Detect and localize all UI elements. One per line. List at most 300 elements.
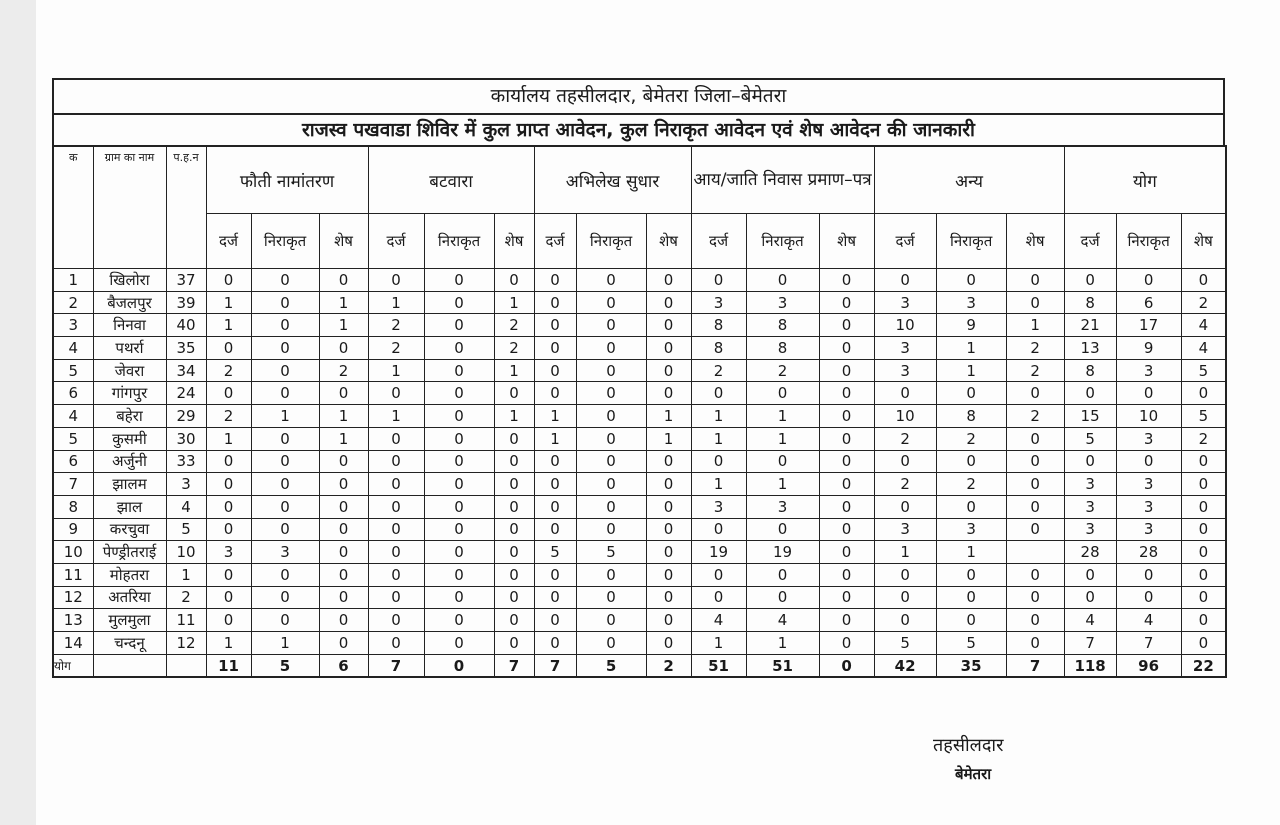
cell-serial: 1 (53, 269, 93, 292)
cell-shesh: 0 (1181, 382, 1226, 405)
cell-shesh: 1 (646, 427, 691, 450)
cell-nirakrit: 0 (576, 473, 646, 496)
cell-shesh: 1 (1006, 314, 1064, 337)
cell-shesh: 0 (319, 563, 368, 586)
table-row (53, 495, 1226, 518)
cell-nirakrit: 0 (746, 563, 819, 586)
cell-nirakrit: 3 (936, 291, 1006, 314)
cell-shesh: 0 (494, 427, 534, 450)
cell-darj: 0 (874, 495, 936, 518)
cell-darj: 0 (206, 563, 251, 586)
cell-nirakrit: 9 (936, 314, 1006, 337)
cell-darj: 1 (691, 632, 746, 655)
cell-darj: 0 (874, 586, 936, 609)
cell-serial: 12 (53, 586, 93, 609)
cell-nirakrit: 0 (251, 382, 319, 405)
cell-nirakrit: 1 (746, 632, 819, 655)
table-row (53, 563, 1226, 586)
table-row (53, 405, 1226, 428)
cell-village: पथर्रा (93, 337, 166, 360)
cell-darj: 3 (874, 337, 936, 360)
cell-darj: 3 (1064, 495, 1116, 518)
cell-shesh: 0 (494, 586, 534, 609)
cell-darj: 3 (874, 359, 936, 382)
cell-nirakrit: 0 (424, 427, 494, 450)
cell-darj: 0 (206, 518, 251, 541)
cell-nirakrit: 0 (424, 495, 494, 518)
cell-shesh: 2 (1181, 291, 1226, 314)
cell-darj: 0 (534, 314, 576, 337)
cell-nirakrit: 0 (576, 405, 646, 428)
cell-darj: 0 (874, 269, 936, 292)
cell-shesh: 0 (646, 450, 691, 473)
cell-nirakrit: 0 (424, 450, 494, 473)
cell-nirakrit: 0 (1116, 563, 1181, 586)
cell-nirakrit: 0 (576, 609, 646, 632)
cell-darj: 0 (874, 609, 936, 632)
cell-village: झाल (93, 495, 166, 518)
cell-shesh: 0 (494, 541, 534, 564)
header-darj: दर्ज (691, 214, 746, 269)
cell-shesh: 0 (819, 291, 874, 314)
cell-village: बैजलपुर (93, 291, 166, 314)
cell-nirakrit: 5 (936, 632, 1006, 655)
cell-nirakrit: 1 (251, 632, 319, 655)
cell-shesh: 5 (1181, 359, 1226, 382)
cell-darj: 0 (534, 269, 576, 292)
cell-shesh: 0 (1006, 632, 1064, 655)
cell-nirakrit: 0 (576, 632, 646, 655)
cell-shesh: 0 (494, 269, 534, 292)
cell-nirakrit: 0 (251, 473, 319, 496)
cell-nirakrit: 0 (1116, 269, 1181, 292)
cell-darj: 0 (368, 382, 424, 405)
cell-serial: 3 (53, 314, 93, 337)
cell-darj: 0 (534, 495, 576, 518)
total-cell-shesh: 6 (319, 654, 368, 677)
cell-darj: 0 (368, 586, 424, 609)
cell-shesh: 0 (319, 450, 368, 473)
cell-shesh: 0 (819, 541, 874, 564)
cell-shesh: 0 (819, 314, 874, 337)
cell-shesh: 0 (1181, 495, 1226, 518)
cell-serial: 6 (53, 450, 93, 473)
cell-nirakrit: 0 (576, 586, 646, 609)
cell-nirakrit: 0 (251, 314, 319, 337)
cell-nirakrit: 0 (251, 518, 319, 541)
cell-nirakrit: 0 (936, 609, 1006, 632)
cell-nirakrit: 0 (746, 450, 819, 473)
cell-darj: 2 (874, 473, 936, 496)
cell-nirakrit: 0 (746, 586, 819, 609)
cell-shesh: 0 (319, 495, 368, 518)
cell-nirakrit: 0 (424, 586, 494, 609)
cell-darj: 1 (534, 405, 576, 428)
cell-nirakrit: 0 (424, 473, 494, 496)
cell-darj: 0 (691, 382, 746, 405)
cell-nirakrit: 1 (746, 405, 819, 428)
header-darj: दर्ज (874, 214, 936, 269)
cell-nirakrit: 2 (746, 359, 819, 382)
cell-darj: 1 (368, 405, 424, 428)
cell-shesh: 2 (1006, 337, 1064, 360)
cell-nirakrit: 0 (936, 450, 1006, 473)
cell-ph: 33 (166, 450, 206, 473)
cell-nirakrit: 0 (746, 269, 819, 292)
table-row (53, 586, 1226, 609)
cell-shesh: 0 (319, 518, 368, 541)
cell-shesh: 0 (819, 632, 874, 655)
cell-nirakrit: 0 (424, 541, 494, 564)
cell-darj: 15 (1064, 405, 1116, 428)
cell-darj: 1 (206, 427, 251, 450)
cell-nirakrit: 0 (936, 586, 1006, 609)
cell-darj: 0 (1064, 450, 1116, 473)
cell-shesh: 1 (319, 314, 368, 337)
cell-ph: 2 (166, 586, 206, 609)
cell-shesh: 0 (819, 405, 874, 428)
cell-nirakrit: 0 (576, 450, 646, 473)
total-cell-nirakrit: 5 (576, 654, 646, 677)
cell-shesh: 1 (319, 405, 368, 428)
cell-serial: 14 (53, 632, 93, 655)
total-cell-darj: 11 (206, 654, 251, 677)
header-darj: दर्ज (1064, 214, 1116, 269)
group-header-row (53, 146, 1226, 214)
cell-shesh: 0 (819, 563, 874, 586)
cell-serial: 7 (53, 473, 93, 496)
cell-nirakrit: 8 (746, 337, 819, 360)
total-cell-nirakrit: 35 (936, 654, 1006, 677)
cell-shesh: 0 (1006, 473, 1064, 496)
cell-nirakrit: 28 (1116, 541, 1181, 564)
cell-darj: 1 (691, 473, 746, 496)
cell-nirakrit: 0 (936, 495, 1006, 518)
cell-nirakrit: 1 (746, 427, 819, 450)
table-row (53, 518, 1226, 541)
cell-serial: 2 (53, 291, 93, 314)
cell-shesh: 0 (646, 518, 691, 541)
cell-nirakrit: 0 (424, 382, 494, 405)
cell-shesh: 0 (819, 382, 874, 405)
cell-nirakrit: 0 (251, 337, 319, 360)
cell-shesh: 2 (1181, 427, 1226, 450)
cell-nirakrit: 1 (936, 337, 1006, 360)
cell-shesh: 0 (1181, 541, 1226, 564)
cell-nirakrit: 0 (576, 518, 646, 541)
cell-shesh: 0 (819, 427, 874, 450)
cell-nirakrit: 3 (746, 291, 819, 314)
cell-shesh: 0 (646, 291, 691, 314)
cell-ph: 30 (166, 427, 206, 450)
signature-designation: तहसीलदार (933, 735, 1004, 756)
cell-nirakrit: 0 (251, 427, 319, 450)
header-nirakrit: निराकृत (746, 214, 819, 269)
cell-shesh: 2 (494, 337, 534, 360)
cell-darj: 3 (1064, 518, 1116, 541)
cell-darj: 5 (534, 541, 576, 564)
cell-nirakrit: 0 (746, 518, 819, 541)
cell-nirakrit: 0 (424, 518, 494, 541)
table-row (53, 382, 1226, 405)
cell-nirakrit: 0 (576, 337, 646, 360)
cell-shesh: 0 (319, 382, 368, 405)
cell-shesh: 0 (646, 632, 691, 655)
table-row (53, 473, 1226, 496)
cell-shesh: 0 (319, 541, 368, 564)
table-row (53, 314, 1226, 337)
cell-nirakrit: 2 (936, 427, 1006, 450)
header-nirakrit: निराकृत (1116, 214, 1181, 269)
cell-shesh: 0 (319, 609, 368, 632)
total-cell-shesh: 7 (494, 654, 534, 677)
cell-darj: 0 (534, 359, 576, 382)
cell-shesh: 0 (646, 337, 691, 360)
cell-ph: 5 (166, 518, 206, 541)
cell-nirakrit: 0 (424, 609, 494, 632)
table-row (53, 427, 1226, 450)
cell-shesh: 0 (494, 382, 534, 405)
header-nirakrit: निराकृत (251, 214, 319, 269)
cell-shesh: 0 (1006, 495, 1064, 518)
cell-village: मुलमुला (93, 609, 166, 632)
header-abhilekh-sudhar: अभिलेख सुधार (534, 146, 691, 214)
cell-ph: 35 (166, 337, 206, 360)
table-body (53, 269, 1226, 678)
cell-nirakrit: 3 (251, 541, 319, 564)
cell-darj: 0 (534, 518, 576, 541)
cell-shesh: 0 (1006, 518, 1064, 541)
header-darj: दर्ज (368, 214, 424, 269)
cell-serial: 4 (53, 405, 93, 428)
cell-darj: 4 (691, 609, 746, 632)
total-cell-darj: 51 (691, 654, 746, 677)
cell-shesh: 0 (819, 495, 874, 518)
cell-shesh: 0 (1006, 609, 1064, 632)
total-cell-darj: 42 (874, 654, 936, 677)
cell-darj: 0 (874, 382, 936, 405)
report-subtitle: राजस्व पखवाडा शिविर में कुल प्राप्त आवेदन, कुल निराकृत आवेदन एवं शेष आवेदन की जानकारी (52, 113, 1225, 145)
cell-shesh: 0 (319, 473, 368, 496)
cell-ph: 40 (166, 314, 206, 337)
cell-ph: 12 (166, 632, 206, 655)
total-cell-shesh: 0 (819, 654, 874, 677)
cell-darj: 0 (368, 541, 424, 564)
cell-darj: 1 (534, 427, 576, 450)
cell-village: करचुवा (93, 518, 166, 541)
cell-serial: 8 (53, 495, 93, 518)
cell-darj: 28 (1064, 541, 1116, 564)
cell-darj: 0 (534, 632, 576, 655)
cell-nirakrit: 4 (1116, 609, 1181, 632)
cell-nirakrit: 0 (424, 337, 494, 360)
cell-nirakrit: 0 (576, 563, 646, 586)
cell-darj: 2 (691, 359, 746, 382)
cell-nirakrit: 0 (576, 495, 646, 518)
cell-darj: 2 (874, 427, 936, 450)
cell-shesh: 0 (819, 450, 874, 473)
cell-darj: 0 (691, 518, 746, 541)
cell-darj: 2 (206, 359, 251, 382)
cell-nirakrit: 0 (424, 405, 494, 428)
cell-darj: 0 (206, 473, 251, 496)
cell-nirakrit: 3 (936, 518, 1006, 541)
header-shesh: शेष (646, 214, 691, 269)
total-cell-shesh: 2 (646, 654, 691, 677)
table-row (53, 541, 1226, 564)
total-cell-nirakrit: 0 (424, 654, 494, 677)
cell-nirakrit: 0 (251, 359, 319, 382)
cell-darj: 10 (874, 405, 936, 428)
cell-nirakrit: 8 (936, 405, 1006, 428)
cell-darj: 0 (1064, 269, 1116, 292)
total-cell-nirakrit: 96 (1116, 654, 1181, 677)
cell-village: बहेरा (93, 405, 166, 428)
cell-darj: 0 (534, 291, 576, 314)
cell-darj: 0 (206, 337, 251, 360)
cell-nirakrit: 0 (576, 359, 646, 382)
signature-place: बेमेतरा (955, 765, 992, 783)
cell-nirakrit: 8 (746, 314, 819, 337)
cell-shesh: 0 (646, 586, 691, 609)
header-yog: योग (1064, 146, 1226, 214)
cell-darj: 0 (368, 609, 424, 632)
cell-nirakrit: 0 (251, 269, 319, 292)
cell-nirakrit: 0 (251, 495, 319, 518)
cell-village: जेवरा (93, 359, 166, 382)
cell-shesh: 0 (1181, 450, 1226, 473)
cell-serial: 6 (53, 382, 93, 405)
cell-darj: 0 (368, 563, 424, 586)
cell-nirakrit: 3 (1116, 359, 1181, 382)
cell-darj: 1 (206, 314, 251, 337)
cell-darj: 8 (1064, 291, 1116, 314)
cell-ph: 3 (166, 473, 206, 496)
cell-nirakrit: 0 (424, 269, 494, 292)
cell-nirakrit: 3 (1116, 427, 1181, 450)
cell-shesh: 0 (319, 632, 368, 655)
cell-shesh: 0 (646, 269, 691, 292)
cell-shesh: 0 (1181, 632, 1226, 655)
cell-shesh: 0 (1181, 563, 1226, 586)
total-cell-nirakrit: 51 (746, 654, 819, 677)
cell-shesh: 0 (819, 586, 874, 609)
cell-darj: 2 (368, 314, 424, 337)
cell-darj: 10 (874, 314, 936, 337)
cell-darj: 0 (368, 473, 424, 496)
cell-nirakrit: 0 (251, 586, 319, 609)
cell-darj: 1 (368, 291, 424, 314)
cell-shesh: 0 (1181, 518, 1226, 541)
cell-darj: 7 (1064, 632, 1116, 655)
cell-darj: 0 (874, 563, 936, 586)
cell-nirakrit: 1 (936, 541, 1006, 564)
cell-ph: 11 (166, 609, 206, 632)
cell-serial: 5 (53, 359, 93, 382)
cell-shesh: 0 (646, 495, 691, 518)
cell-shesh: 0 (646, 541, 691, 564)
cell-nirakrit: 0 (576, 427, 646, 450)
cell-darj: 0 (206, 382, 251, 405)
cell-nirakrit: 0 (746, 382, 819, 405)
cell-nirakrit: 9 (1116, 337, 1181, 360)
cell-nirakrit: 0 (1116, 382, 1181, 405)
header-certificate: आय/जाति निवास प्रमाण–पत्र (691, 146, 874, 214)
cell-shesh: 4 (1181, 337, 1226, 360)
header-fauti-namantaran: फौती नामांतरण (206, 146, 368, 214)
cell-nirakrit: 0 (936, 269, 1006, 292)
table-row (53, 291, 1226, 314)
cell-shesh: 0 (494, 495, 534, 518)
cell-darj: 0 (534, 450, 576, 473)
cell-darj: 1 (691, 405, 746, 428)
cell-darj: 0 (368, 518, 424, 541)
cell-darj: 0 (368, 427, 424, 450)
table-row (53, 269, 1226, 292)
cell-darj: 0 (206, 450, 251, 473)
cell-nirakrit: 0 (251, 450, 319, 473)
cell-shesh: 1 (494, 291, 534, 314)
cell-nirakrit: 1 (746, 473, 819, 496)
cell-nirakrit: 0 (576, 269, 646, 292)
header-nirakrit: निराकृत (936, 214, 1006, 269)
header-anya: अन्य (874, 146, 1064, 214)
cell-shesh: 0 (1181, 269, 1226, 292)
cell-village: पेण्ड्रीतराई (93, 541, 166, 564)
cell-village: गांगपुर (93, 382, 166, 405)
cell-darj: 0 (368, 269, 424, 292)
cell-shesh: 0 (1006, 427, 1064, 450)
cell-shesh: 0 (494, 632, 534, 655)
cell-shesh: 0 (494, 563, 534, 586)
cell-nirakrit: 3 (1116, 518, 1181, 541)
header-shesh: शेष (1181, 214, 1226, 269)
cell-village: खिलोरा (93, 269, 166, 292)
cell-shesh: 0 (494, 450, 534, 473)
cell-shesh: 0 (494, 609, 534, 632)
cell-darj: 1 (368, 359, 424, 382)
header-shesh: शेष (494, 214, 534, 269)
cell-shesh: 0 (1181, 473, 1226, 496)
cell-shesh: 0 (319, 269, 368, 292)
cell-darj: 0 (206, 586, 251, 609)
cell-darj: 0 (534, 337, 576, 360)
cell-ph: 10 (166, 541, 206, 564)
total-label: योग (53, 654, 93, 677)
cell-village: मोहतरा (93, 563, 166, 586)
cell-shesh: 2 (319, 359, 368, 382)
cell-nirakrit: 0 (936, 382, 1006, 405)
cell-shesh: 0 (1006, 586, 1064, 609)
cell-darj: 8 (1064, 359, 1116, 382)
cell-darj: 5 (1064, 427, 1116, 450)
cell-darj: 0 (1064, 586, 1116, 609)
header-serial: क (53, 146, 93, 269)
table-row (53, 609, 1226, 632)
cell-shesh: 0 (494, 473, 534, 496)
cell-nirakrit: 0 (1116, 586, 1181, 609)
total-cell-shesh: 7 (1006, 654, 1064, 677)
cell-darj: 2 (206, 405, 251, 428)
cell-darj: 1 (691, 427, 746, 450)
cell-darj: 0 (368, 450, 424, 473)
cell-shesh: 0 (1181, 586, 1226, 609)
cell-ph: 37 (166, 269, 206, 292)
cell-nirakrit: 7 (1116, 632, 1181, 655)
cell-serial: 5 (53, 427, 93, 450)
cell-darj: 4 (1064, 609, 1116, 632)
cell-darj: 3 (206, 541, 251, 564)
